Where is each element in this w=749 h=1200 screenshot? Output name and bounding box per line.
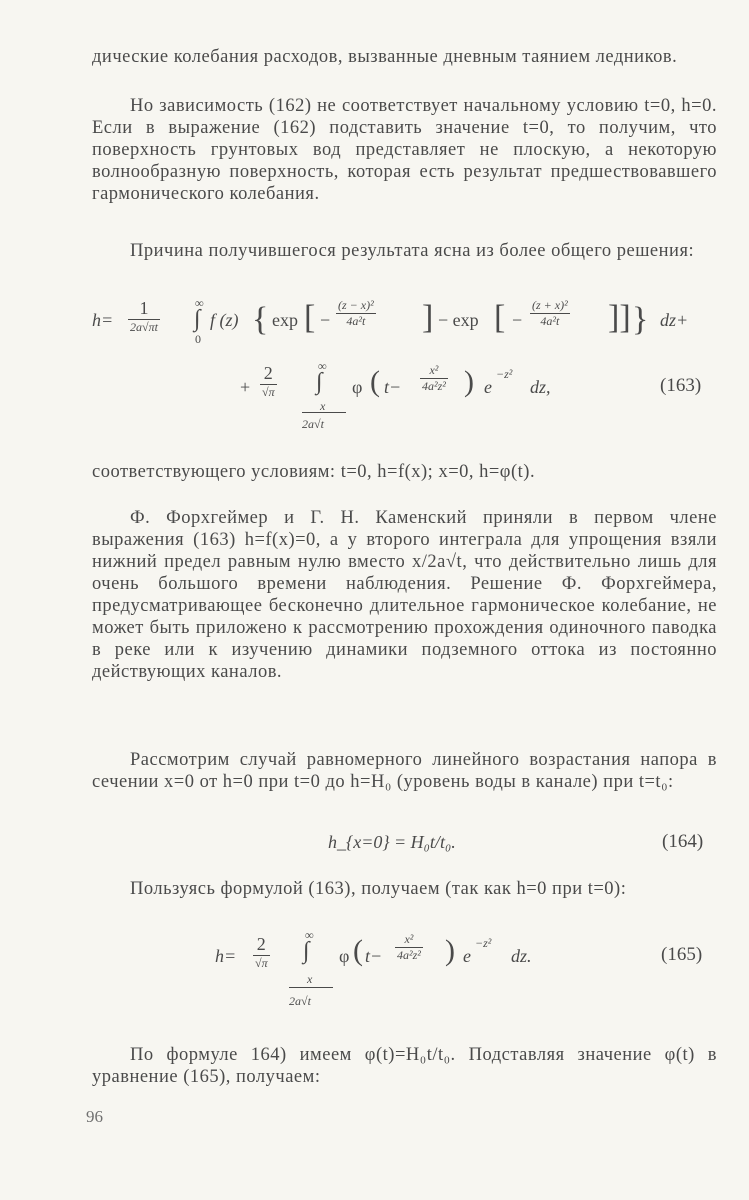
paragraph-by-formula: По формуле 164) имеем φ(t)=H₀t/t₀. Подставляя значение φ(t) в уравнение (165), получаем: [92, 1045, 717, 1087]
equation-163-line2: + 2 √π ∞ ∫ x 2a√t φ ( t− $\frac{\text{x²}}{\text{4a²z²}}$ ) e −z² dz, (163) [240, 359, 702, 431]
equation-164: h_{x=0} = H₀t/t₀. [328, 832, 456, 852]
paragraph-dependence: Но зависимость (162) не соответствует начальному условию t=0, h=0. Если в выражение (162) подставить значение t=0, то получим, что поверхность грунтовых вод представляет не плоскую, а некоторую волнообразную поверхность, которая есть результат предшествовавшего гармонического колебания. [92, 96, 717, 204]
paragraph-forchheimer: Ф. Форхгеймер и Г. Н. Каменский приняли в первом члене выражения (163) h=f(x)=0, а у второго интеграла для упрощения взяли нижний предел равным нулю вместо x/2a√t, что действительно лишь для очень большого времени наблюдения. Решение Ф. Форхгеймера, предусматривающее бесконечно длительное гармоническое колебание, не может быть приложено к рассмотрению прохождения одиночного паводка в реке или к изучению динамики подземного оттока из постоянно действующих каналов. [92, 508, 717, 682]
page-number: 96 [86, 1107, 103, 1126]
paragraph-using-formula: Пользуясь формулой (163), получаем (так как h=0 при t=0): [130, 879, 627, 899]
equation-164-label: (164) [662, 831, 704, 852]
paragraph-linear-increase: Рассмотрим случай равномерного линейного возрастания напора в сечении x=0 от h=0 при t=0 до h=H₀ (уровень воды в канале) при t=t₀: [92, 750, 717, 792]
paragraph-continuation: дические колебания расходов, вызванные дневным таянием ледников. [92, 47, 678, 67]
paragraph-conditions: соответствующего условиям: t=0, h=f(x); x=0, h=φ(t). [92, 462, 536, 482]
equation-163-line1: h= 1 2a√πt ∞ ∫ 0 f (z) { exp [ − $\frac{\text{(z − x)²}}{\text{4a²t}}$ ] − exp [ − $\frac{\text{(z + x)²}}{\text{4a²t}}$ ]] } dz+ [92, 296, 689, 346]
paragraph-general-solution: Причина получившегося результата ясна из более общего решения: [130, 241, 695, 261]
equation-165: h= 2 √π ∞ ∫ x 2a√t φ ( t− $\frac{\text{x²}}{\text{4a²z²}}$ ) e −z² dz. (165) [215, 928, 703, 1008]
